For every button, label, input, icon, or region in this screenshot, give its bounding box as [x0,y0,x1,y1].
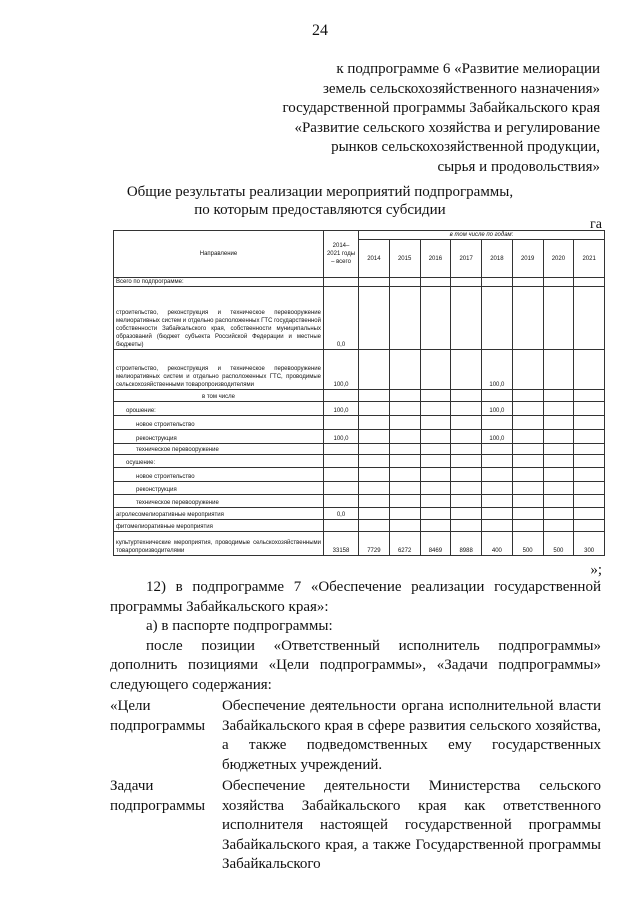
row-total [324,416,359,430]
row-label: осушение: [114,455,324,468]
table-row [114,455,605,468]
table-row [114,390,605,402]
row-year-value [389,278,420,287]
unit-label: га [590,217,602,232]
row-total [324,468,359,482]
row-year-value [482,482,513,495]
row-total: 0,0 [324,508,359,520]
goals-row [110,697,601,775]
row-year-value [512,402,543,416]
appendix-line: земель сельскохозяйственного назначения» [322,80,600,97]
row-label: Всего по подпрограмме: [114,278,324,287]
row-year-value [512,520,543,532]
row-year-value [451,508,482,520]
appendix-reference [282,60,600,177]
row-year-value [482,520,513,532]
row-year-value [574,520,605,532]
row-year-value [420,468,451,482]
row-year-value [451,444,482,455]
title-line: Общие результаты реализации мероприятий подпрограммы, [126,184,514,200]
row-total: 33158 [324,532,359,556]
year-header: 2019 [512,240,543,278]
goals-label: «Цели подпрограммы [110,698,206,734]
row-total [324,444,359,455]
row-year-value [359,278,390,287]
row-label: культуртехнические мероприятия, проводимые сельскохозяйственными товаропроизводителями [114,532,324,556]
row-year-value: 100,0 [482,350,513,390]
row-year-value [359,390,390,402]
row-year-value [512,455,543,468]
table-row [114,430,605,444]
row-total [324,390,359,402]
row-year-value [451,402,482,416]
title-line: по которым предоставляются субсидии [194,202,446,218]
table-row [114,287,605,350]
row-year-value [451,278,482,287]
row-year-value [451,455,482,468]
appendix-line: к подпрограмме 6 «Развитие мелиорации [336,61,600,77]
row-year-value [359,430,390,444]
row-year-value [359,444,390,455]
row-year-value: 500 [543,532,574,556]
row-year-value [359,508,390,520]
row-total: 100,0 [324,350,359,390]
row-year-value [543,402,574,416]
row-year-value [420,402,451,416]
row-year-value [420,444,451,455]
row-year-value [389,390,420,402]
row-year-value: 500 [512,532,543,556]
results-table [113,230,605,556]
row-year-value [512,350,543,390]
row-year-value [389,508,420,520]
paragraph: после позиции «Ответственный исполнитель подпрограммы» дополнить позициями «Цели подпрограммы», «Задачи подпрограммы» следующего содержания: [110,637,601,693]
tasks-text: Обеспечение деятельности Министерства сельского хозяйства Забайкальского края как ответственного исполнителя настоящей государственной программы Забайкальского края, а также Государственной программы Забайкальского [222,778,601,872]
row-year-value [512,482,543,495]
year-header: 2020 [543,240,574,278]
row-year-value [389,402,420,416]
row-year-value: 6272 [389,532,420,556]
row-label: в том числе [114,390,324,402]
row-year-value [389,468,420,482]
row-year-value [574,444,605,455]
row-year-value [512,444,543,455]
year-header: 2021 [574,240,605,278]
row-year-value [451,390,482,402]
row-year-value: 8469 [420,532,451,556]
year-header: 2017 [451,240,482,278]
document-body [110,578,601,875]
row-label: орошение: [114,402,324,416]
row-year-value [420,416,451,430]
row-total [324,482,359,495]
row-year-value [420,430,451,444]
row-year-value [574,390,605,402]
row-year-value [512,468,543,482]
row-year-value [451,287,482,350]
row-year-value [451,350,482,390]
row-year-value [420,350,451,390]
year-header: 2015 [389,240,420,278]
row-label: реконструкция [114,482,324,495]
row-year-value [512,278,543,287]
table-row [114,482,605,495]
row-year-value [543,444,574,455]
row-label: техническое перевооружение [114,444,324,455]
row-year-value [420,278,451,287]
row-year-value [543,468,574,482]
appendix-line: сырья и продовольствия» [437,158,600,175]
row-total: 0,0 [324,287,359,350]
row-year-value [574,495,605,508]
row-label: реконструкция [114,430,324,444]
tasks-row [110,777,601,875]
row-total [324,278,359,287]
row-year-value [482,287,513,350]
appendix-line: рынков сельскохозяйственной продукции, [331,139,600,155]
row-year-value [420,287,451,350]
table-row [114,278,605,287]
row-year-value [482,444,513,455]
row-label: строительство, реконструкция и техническое перевооружение мелиоративных систем и отдельно расположенных ГТС, проводимые сельскохозяйственными товаропроизводителями [114,350,324,390]
row-total [324,455,359,468]
row-year-value [482,455,513,468]
row-year-value [482,508,513,520]
row-year-value [451,468,482,482]
row-year-value [389,444,420,455]
row-label: техническое перевооружение [114,495,324,508]
row-year-value [451,416,482,430]
tasks-label: Задачи подпрограммы [110,778,206,814]
table-row [114,402,605,416]
header-total: 2014–2021 годы – всего [324,231,359,278]
row-year-value [420,482,451,495]
row-year-value [359,287,390,350]
row-label: новое строительство [114,468,324,482]
row-year-value [574,468,605,482]
row-year-value [574,350,605,390]
row-year-value [482,416,513,430]
row-year-value [574,287,605,350]
row-year-value [451,520,482,532]
row-year-value [389,520,420,532]
row-year-value [420,390,451,402]
header-direction: Направление [114,231,324,278]
row-year-value [359,520,390,532]
row-year-value [512,416,543,430]
year-header: 2016 [420,240,451,278]
row-year-value [482,495,513,508]
row-year-value [482,278,513,287]
row-label: строительство, реконструкция и техническое перевооружение мелиоративных систем и отдельно расположенных ГТС государственной собственности Забайкальского края, собственности муниципальных образований (бюджет субъекта Российской Федерации и местные бюджеты) [114,287,324,350]
row-year-value [512,495,543,508]
table-title [0,183,640,219]
row-year-value [543,278,574,287]
appendix-line: «Развитие сельского хозяйства и регулирование [294,119,600,136]
row-year-value [543,482,574,495]
row-year-value [543,350,574,390]
table-body [114,278,605,556]
row-year-value [420,455,451,468]
row-total: 100,0 [324,430,359,444]
row-year-value: 8988 [451,532,482,556]
table-row [114,495,605,508]
row-year-value [512,508,543,520]
row-year-value [512,430,543,444]
row-year-value [543,455,574,468]
row-year-value [359,455,390,468]
row-year-value [451,495,482,508]
row-year-value [543,430,574,444]
paragraph: 12) в подпрограмме 7 «Обеспечение реализации государственной программы Забайкальского края»: [110,579,601,615]
row-year-value [451,430,482,444]
row-total: 100,0 [324,402,359,416]
row-year-value [543,508,574,520]
row-year-value [389,416,420,430]
table-row [114,468,605,482]
row-year-value [359,402,390,416]
row-year-value [574,508,605,520]
row-year-value [359,482,390,495]
row-year-value: 300 [574,532,605,556]
page-number: 24 [312,22,328,39]
table-row [114,508,605,520]
row-total [324,520,359,532]
row-year-value [420,520,451,532]
row-year-value [389,495,420,508]
row-year-value [389,482,420,495]
row-year-value: 400 [482,532,513,556]
row-year-value [574,416,605,430]
row-year-value [574,455,605,468]
row-year-value: 7729 [359,532,390,556]
row-year-value [451,482,482,495]
appendix-line: государственной программы Забайкальского края [282,100,600,116]
year-header: 2018 [482,240,513,278]
table-row [114,520,605,532]
row-label: агролесомелиоративные мероприятия [114,508,324,520]
row-year-value [359,495,390,508]
row-year-value [420,508,451,520]
table-row [114,444,605,455]
row-total [324,495,359,508]
row-year-value [389,350,420,390]
row-year-value [389,455,420,468]
row-label: фитомелиоративные мероприятия [114,520,324,532]
row-year-value [543,495,574,508]
row-year-value [482,390,513,402]
row-year-value [543,287,574,350]
row-label: новое строительство [114,416,324,430]
row-year-value [389,287,420,350]
row-year-value [543,520,574,532]
row-year-value [482,468,513,482]
row-year-value [574,430,605,444]
year-header: 2014 [359,240,390,278]
row-year-value [389,430,420,444]
row-year-value [359,350,390,390]
row-year-value [574,278,605,287]
row-year-value [543,416,574,430]
row-year-value [420,495,451,508]
row-year-value: 100,0 [482,402,513,416]
row-year-value [359,416,390,430]
goals-text: Обеспечение деятельности органа исполнительной власти Забайкальского края в сфере развития сельского хозяйства, а также подведомственных ему государственных бюджетных учреждений. [222,698,601,773]
header-by-year: в том числе по годам: [359,231,605,240]
row-year-value [359,468,390,482]
row-year-value [512,390,543,402]
row-year-value [574,402,605,416]
row-year-value [543,390,574,402]
row-year-value [512,287,543,350]
table-row [114,532,605,556]
row-year-value: 100,0 [482,430,513,444]
paragraph: а) в паспорте подпрограммы: [146,618,333,634]
closing-quote: »; [590,562,602,578]
table-row [114,416,605,430]
table-row [114,350,605,390]
row-year-value [574,482,605,495]
